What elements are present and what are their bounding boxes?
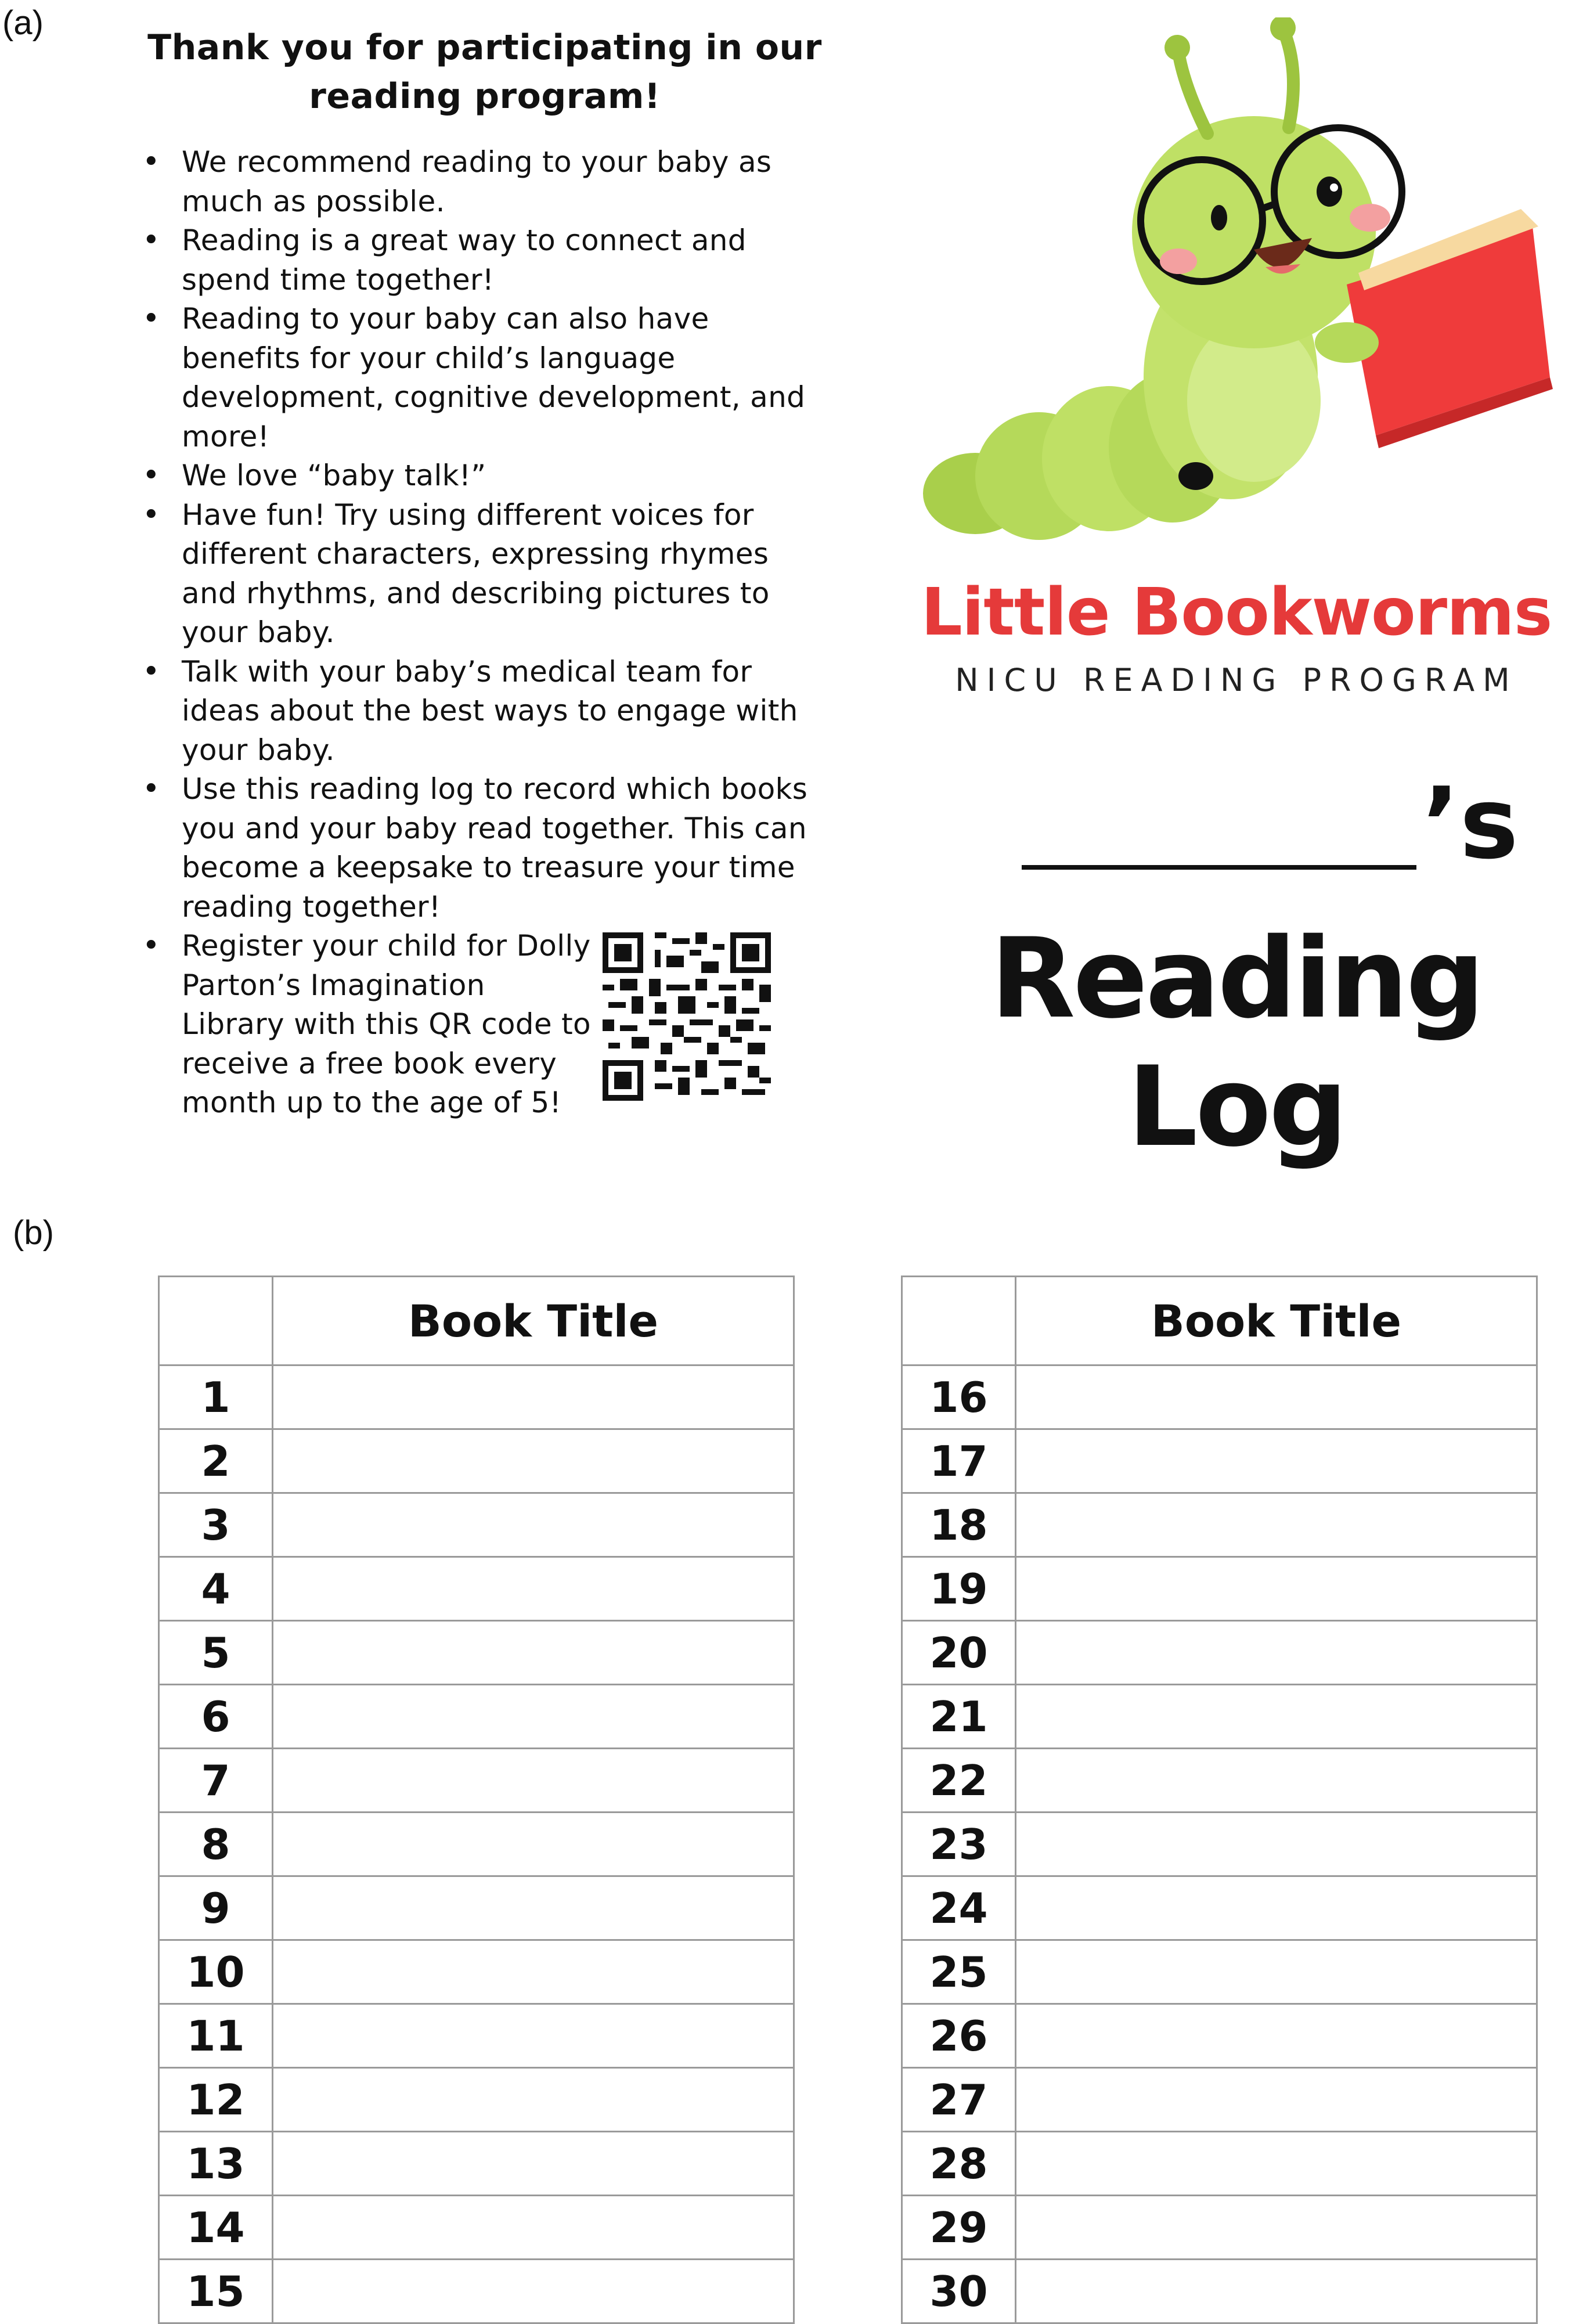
cover-page bbox=[906, 17, 1567, 1171]
row-number: 9 bbox=[159, 1876, 273, 1940]
tips-list bbox=[142, 143, 827, 1123]
book-title-cell[interactable] bbox=[1016, 1429, 1537, 1493]
book-title-cell[interactable] bbox=[273, 1940, 794, 2004]
row-number: 24 bbox=[902, 1876, 1016, 1940]
table-row bbox=[902, 1813, 1537, 1876]
qr-tip-text: • Register your child for Dolly Parton’s Imagination Library with this QR code to receive a free book every month up to the age of 5! bbox=[182, 929, 591, 1119]
bookworm-mascot-icon bbox=[906, 17, 1567, 563]
row-number: 23 bbox=[902, 1813, 1016, 1876]
book-title-cell[interactable] bbox=[273, 1749, 794, 1813]
row-number: 10 bbox=[159, 1940, 273, 2004]
table-row bbox=[159, 2004, 794, 2068]
row-number: 14 bbox=[159, 2196, 273, 2260]
book-title-header: Book Title bbox=[273, 1277, 794, 1365]
table-row bbox=[159, 2260, 794, 2323]
book-title-cell[interactable] bbox=[273, 1365, 794, 1429]
book-title-cell[interactable] bbox=[1016, 1685, 1537, 1749]
book-title-cell[interactable] bbox=[1016, 1940, 1537, 2004]
table-row bbox=[902, 2260, 1537, 2323]
tip-item: • Reading is a great way to connect and spend time together! bbox=[142, 221, 827, 300]
panel-label-b: (b) bbox=[13, 1214, 54, 1252]
tip-item-qr bbox=[142, 927, 827, 1123]
table-row bbox=[902, 2068, 1537, 2132]
book-title-cell[interactable] bbox=[273, 1429, 794, 1493]
table-row bbox=[902, 1557, 1537, 1621]
table-row bbox=[159, 1940, 794, 2004]
table-row bbox=[159, 1365, 794, 1429]
reading-log-table-right bbox=[901, 1276, 1538, 2324]
brand-subtitle: NICU READING PROGRAM bbox=[955, 662, 1518, 698]
book-title-cell[interactable] bbox=[1016, 2132, 1537, 2196]
table-row bbox=[902, 1365, 1537, 1429]
thank-you-heading: Thank you for participating in our reading program! bbox=[147, 27, 822, 117]
tip-item: • Use this reading log to record which books you and your baby read together. This can become a keepsake to treasure your time reading together! bbox=[142, 770, 827, 927]
row-number: 25 bbox=[902, 1940, 1016, 2004]
table-row bbox=[902, 1621, 1537, 1685]
table-row bbox=[159, 2196, 794, 2260]
table-row bbox=[159, 1749, 794, 1813]
book-title-cell[interactable] bbox=[1016, 1813, 1537, 1876]
table-row bbox=[159, 2068, 794, 2132]
book-title-header: Book Title bbox=[1016, 1277, 1537, 1365]
book-title-cell[interactable] bbox=[1016, 2004, 1537, 2068]
table-row bbox=[159, 1557, 794, 1621]
table-row bbox=[159, 2132, 794, 2196]
row-number: 20 bbox=[902, 1621, 1016, 1685]
book-title-cell[interactable] bbox=[1016, 1557, 1537, 1621]
book-title-cell[interactable] bbox=[1016, 1493, 1537, 1557]
table-row bbox=[159, 1429, 794, 1493]
table-row bbox=[902, 2132, 1537, 2196]
table-row bbox=[902, 1749, 1537, 1813]
name-blank-line[interactable] bbox=[1022, 865, 1416, 870]
row-number: 27 bbox=[902, 2068, 1016, 2132]
row-number: 22 bbox=[902, 1749, 1016, 1813]
row-number: 26 bbox=[902, 2004, 1016, 2068]
book-title-cell[interactable] bbox=[1016, 1876, 1537, 1940]
table-row bbox=[902, 1429, 1537, 1493]
book-title-cell[interactable] bbox=[273, 1621, 794, 1685]
book-title-cell[interactable] bbox=[273, 2068, 794, 2132]
book-title-cell[interactable] bbox=[1016, 2196, 1537, 2260]
book-title-cell[interactable] bbox=[1016, 2068, 1537, 2132]
table-row bbox=[902, 2196, 1537, 2260]
book-title-cell[interactable] bbox=[273, 1557, 794, 1621]
book-title-cell[interactable] bbox=[273, 1493, 794, 1557]
table-row bbox=[159, 1493, 794, 1557]
row-number: 30 bbox=[902, 2260, 1016, 2323]
table-header-row bbox=[902, 1277, 1537, 1365]
panel-label-a: (a) bbox=[2, 4, 44, 42]
tip-item: • Talk with your baby’s medical team for ideas about the best ways to engage with your baby. bbox=[142, 653, 827, 770]
book-title-cell[interactable] bbox=[1016, 1365, 1537, 1429]
row-number: 2 bbox=[159, 1429, 273, 1493]
row-number: 17 bbox=[902, 1429, 1016, 1493]
qr-code-icon[interactable] bbox=[603, 932, 771, 1101]
row-number: 12 bbox=[159, 2068, 273, 2132]
row-number: 5 bbox=[159, 1621, 273, 1685]
reading-log-table-left bbox=[158, 1276, 795, 2324]
book-title-cell[interactable] bbox=[1016, 1621, 1537, 1685]
book-title-cell[interactable] bbox=[273, 2196, 794, 2260]
row-number: 7 bbox=[159, 1749, 273, 1813]
table-row bbox=[159, 1813, 794, 1876]
book-title-cell[interactable] bbox=[273, 2260, 794, 2323]
table-row bbox=[902, 1876, 1537, 1940]
row-number: 18 bbox=[902, 1493, 1016, 1557]
table-row bbox=[902, 2004, 1537, 2068]
possessive-suffix: ’s bbox=[1422, 766, 1519, 881]
row-number: 29 bbox=[902, 2196, 1016, 2260]
row-number: 8 bbox=[159, 1813, 273, 1876]
table-row bbox=[902, 1493, 1537, 1557]
table-row bbox=[902, 1685, 1537, 1749]
book-title-cell[interactable] bbox=[273, 2004, 794, 2068]
row-number: 13 bbox=[159, 2132, 273, 2196]
row-number: 21 bbox=[902, 1685, 1016, 1749]
table-row bbox=[159, 1621, 794, 1685]
row-number: 15 bbox=[159, 2260, 273, 2323]
info-column bbox=[142, 23, 827, 1123]
book-title-cell[interactable] bbox=[273, 2132, 794, 2196]
reading-log-title: Reading Log bbox=[990, 914, 1483, 1171]
table-row bbox=[159, 1876, 794, 1940]
row-number: 4 bbox=[159, 1557, 273, 1621]
row-number: 1 bbox=[159, 1365, 273, 1429]
number-header-cell bbox=[902, 1277, 1016, 1365]
row-number: 11 bbox=[159, 2004, 273, 2068]
tip-item: • We recommend reading to your baby as much as possible. bbox=[142, 143, 827, 221]
book-title-cell[interactable] bbox=[273, 1685, 794, 1749]
book-title-cell[interactable] bbox=[1016, 1749, 1537, 1813]
tip-item: • Have fun! Try using different voices for different characters, expressing rhymes and rhythms, and describing pictures to your baby. bbox=[142, 496, 827, 653]
row-number: 19 bbox=[902, 1557, 1016, 1621]
book-title-cell[interactable] bbox=[273, 1876, 794, 1940]
book-title-cell[interactable] bbox=[1016, 2260, 1537, 2323]
table-row bbox=[159, 1685, 794, 1749]
row-number: 28 bbox=[902, 2132, 1016, 2196]
table-header-row bbox=[159, 1277, 794, 1365]
row-number: 3 bbox=[159, 1493, 273, 1557]
brand-title: Little Bookworms bbox=[921, 575, 1552, 650]
row-number: 6 bbox=[159, 1685, 273, 1749]
row-number: 16 bbox=[902, 1365, 1016, 1429]
table-row bbox=[902, 1940, 1537, 2004]
tip-item: • Reading to your baby can also have benefits for your child’s language development, cognitive development, and more! bbox=[142, 300, 827, 456]
number-header-cell bbox=[159, 1277, 273, 1365]
tip-item: • We love “baby talk!” bbox=[142, 456, 827, 496]
book-title-cell[interactable] bbox=[273, 1813, 794, 1876]
